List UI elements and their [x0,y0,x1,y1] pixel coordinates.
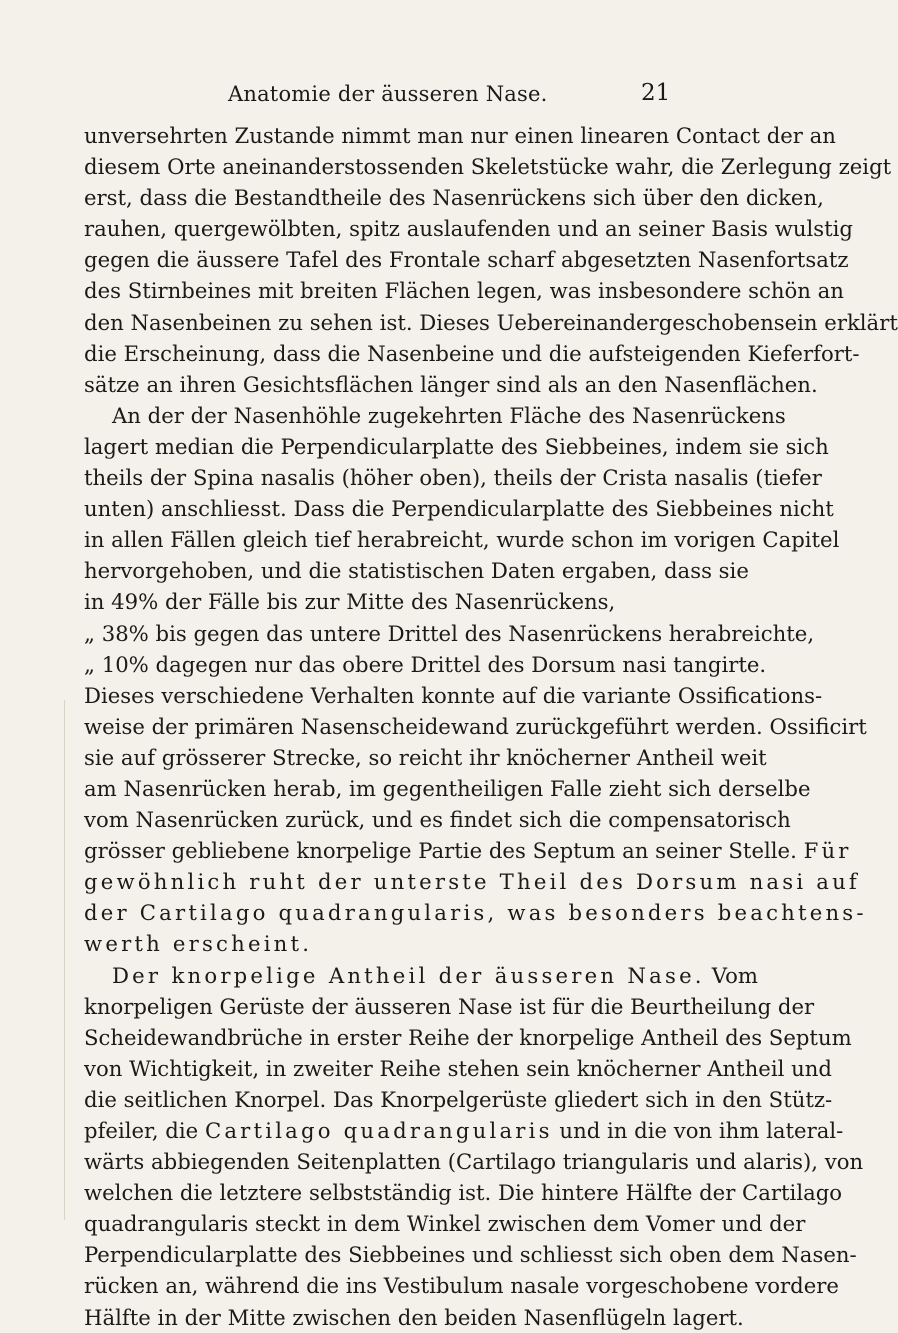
text-line: von Wichtigkeit, in zweiter Reihe stehen sein knöcherner Antheil und [84,1055,832,1081]
running-head [0,82,801,112]
text-line: An der der Nasenhöhle zugekehrten Fläche des Nasenrückens [112,402,786,428]
text-line: am Nasenrücken herab, im gegentheiligen Falle zieht sich derselbe [84,775,811,801]
text-line: „ 38% bis gegen das untere Drittel des Nasenrückens herabreichte, [84,620,815,646]
text-line: „ 10% dagegen nur das obere Drittel des Dorsum nasi tangirte. [84,651,767,677]
text-line [84,1115,844,1146]
text-line: Hälfte in der Mitte zwischen den beiden Nasenflügeln lagert. [84,1304,744,1330]
body-text [84,120,898,1333]
spaced-emphasis: Cartilago quadrangularis [204,1118,553,1143]
text-line: die Erscheinung, dass die Nasenbeine und die aufsteigenden Kieferfort- [84,340,860,366]
text-line: Scheidewandbrüche in erster Reihe der knorpelige Antheil des Septum [84,1024,852,1050]
text-line: unten) anschliesst. Dass die Perpendicularplatte des Siebbeines nicht [84,496,834,522]
text-segment: Vom [711,962,758,988]
text-line: quadrangularis steckt in dem Winkel zwischen dem Vomer und der [84,1211,806,1237]
text-line: sie auf grösserer Strecke, so reicht ihr knöcherner Antheil weit [84,744,767,770]
text-line: lagert median die Perpendicularplatte des Siebbeines, indem sie sich [84,433,829,459]
text-line: weise der primären Nasenscheidewand zurückgeführt werden. Ossificirt [84,713,867,739]
text-line: in allen Fällen gleich tief herabreicht, wurde schon im vorigen Capitel [84,527,840,553]
text-line: Dieses verschiedene Verhalten konnte auf die variante Ossifications- [84,682,823,708]
text-line: unversehrten Zustande nimmt man nur einen linearen Contact der an [84,123,836,148]
text-line: gegen die äussere Tafel des Frontale scharf abgesetzten Nasenfortsatz [84,247,849,273]
running-title: Anatomie der äusseren Nase. [228,82,548,106]
text-line: rücken an, während die ins Vestibulum nasale vorgeschobene vordere [84,1273,839,1299]
text-line: diesem Orte aneinanderstossenden Skeletstücke wahr, die Zerlegung zeigt [84,154,892,180]
text-line: der Cartilago quadrangularis, was besonders beachtens- [84,900,867,926]
text-line [84,835,852,866]
text-line: in 49% der Fälle bis zur Mitte des Nasenrückens, [84,589,616,615]
text-line: den Nasenbeinen zu sehen ist. Dieses Uebereinandergeschobensein erklärt [84,309,898,335]
section-heading: Der knorpelige Antheil der äusseren Nase. [112,962,705,988]
text-line: hervorgehoben, und die statistischen Daten ergaben, dass sie [84,558,749,584]
text-segment: pfeiler, die [84,1118,199,1143]
text-line: gewöhnlich ruht der unterste Theil des Dorsum nasi auf [84,869,860,895]
page-gutter-shadow [64,700,65,1220]
spaced-emphasis: Für [803,838,852,864]
text-line: welchen die letztere selbstständig ist. Die hintere Hälfte der Cartilago [84,1180,843,1206]
text-line: sätze an ihren Gesichtsflächen länger sind als an den Nasenflächen. [84,371,818,397]
text-segment: grösser gebliebene knorpelige Partie des Septum an seiner Stelle. [84,838,797,864]
text-segment: und in die von ihm lateral- [559,1118,844,1143]
text-line: rauhen, quergewölbten, spitz auslaufenden und an seiner Basis wulstig [84,216,853,242]
text-line: werth erscheint. [84,931,313,957]
text-line [84,960,758,991]
text-line: theils der Spina nasalis (höher oben), theils der Crista nasalis (tiefer [84,465,822,491]
text-line: erst, dass die Bestandtheile des Nasenrückens sich über den dicken, [84,185,824,211]
text-line: knorpeligen Gerüste der äusseren Nase ist für die Beurtheilung der [84,993,815,1019]
text-line: die seitlichen Knorpel. Das Knorpelgerüste gliedert sich in den Stütz- [84,1086,833,1112]
text-line: vom Nasenrücken zurück, und es findet sich die compensatorisch [84,807,791,833]
text-line: Perpendicularplatte des Siebbeines und schliesst sich oben dem Nasen- [84,1242,857,1268]
page-number: 21 [641,80,671,106]
text-line: wärts abbiegenden Seitenplatten (Cartilago triangularis und alaris), von [84,1149,864,1175]
text-line: des Stirnbeines mit breiten Flächen legen, was insbesondere schön an [84,278,844,304]
